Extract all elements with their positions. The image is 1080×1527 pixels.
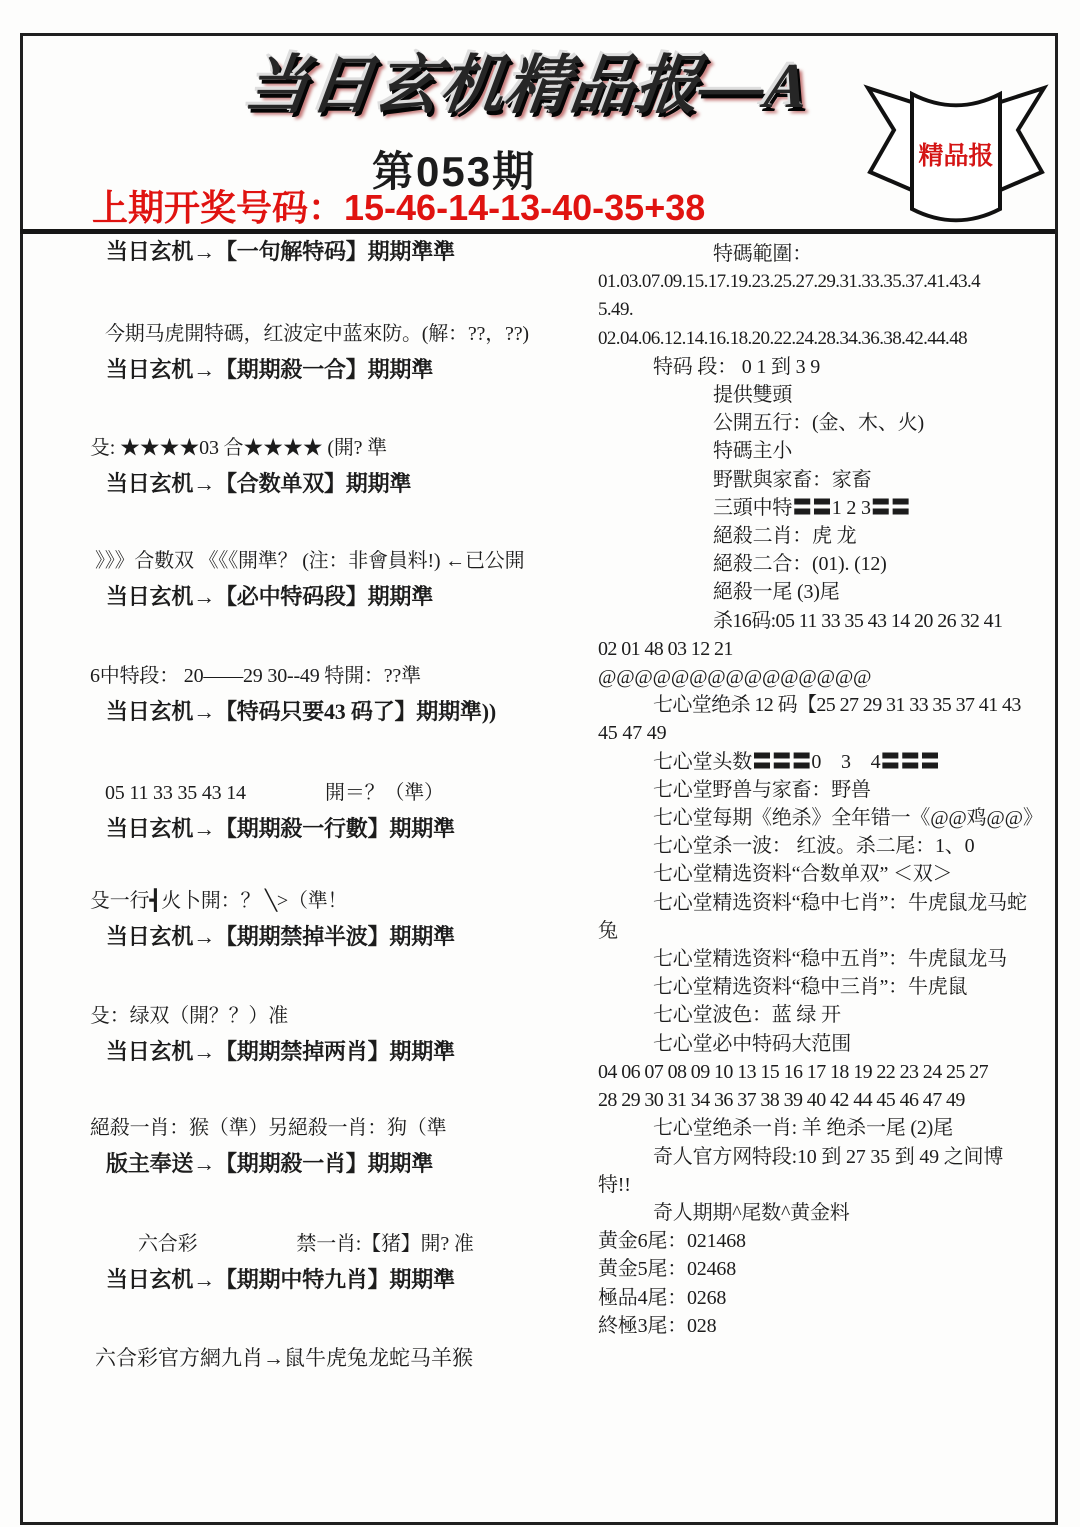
info-line: 三頭中特〓〓1 2 3〓〓 (713, 496, 911, 519)
prediction-entry (20, 1226, 605, 1298)
tip-line: 殳: ★★★★03 合★★★★ (開? 準 (90, 437, 387, 459)
tip-line: 絕殺一肖：猴（準）另絕殺一肖：狗（準 (90, 1117, 447, 1139)
info-line: 杀16码:05 11 33 35 43 14 20 26 32 41 (713, 609, 1003, 632)
prediction-entry (20, 1110, 605, 1182)
ribbon-badge-icon (856, 66, 1056, 234)
info-line: 02.04.06.12.14.16.18.20.22.24.28.34.36.38.42.44.48 (598, 327, 968, 349)
prediction-entry (20, 883, 605, 955)
info-line: 七心堂每期《绝杀》全年错一《@@鸡@@》 (653, 807, 1043, 830)
prediction-entry (20, 658, 605, 730)
prediction-entry (20, 543, 605, 615)
info-line: 兔 (598, 919, 618, 942)
entry-main-line: 当日玄机→【一句解特码】期期準準 (106, 239, 455, 264)
entry-main-line: 当日玄机→【期期殺一合】期期準 (106, 357, 434, 382)
info-line: 七心堂野兽与家畜：野兽 (653, 778, 871, 801)
tip-line: 05 11 33 35 43 14 開＝？（準） (105, 782, 444, 804)
info-line: 5.49. (598, 299, 634, 321)
info-line: 01.03.07.09.15.17.19.23.25.27.29.31.33.35.37.41.43.4 (598, 271, 981, 293)
info-line: 奇人期期^尾数^黄金料 (653, 1201, 850, 1224)
tip-line: 殳：绿双（開？？）准 (90, 1005, 288, 1027)
info-line: 黄金6尾：021468 (598, 1230, 746, 1253)
tip-line: 六合彩 禁一肖:【猪】開? 准 (138, 1233, 474, 1255)
prediction-entry (20, 998, 605, 1070)
entry-main-line: 当日玄机→【期期中特九肖】期期準 (106, 1267, 455, 1292)
info-line: 特!! (598, 1173, 631, 1196)
info-line: 七心堂波色：蓝 绿 开 (653, 1004, 841, 1027)
info-line: 特码 段： 0 1 到 3 9 (653, 355, 820, 378)
tip-line: 今期马虎開特碼，红波定中蓝來防。(解：??，??) (105, 323, 529, 345)
prediction-entry (20, 430, 605, 502)
info-line: 28 29 30 31 34 36 37 38 39 40 42 44 45 46 47 49 (598, 1089, 965, 1112)
info-line: 絕殺一尾 (3)尾 (713, 581, 840, 604)
info-line: 提供雙頭 (713, 384, 793, 407)
tip-line: 6中特段： 20——29 30--49 特開：??準 (90, 665, 421, 687)
prediction-entry (20, 316, 605, 388)
info-line: 特碼主小 (713, 440, 793, 463)
info-line: 七心堂精选资料“合数单双” ＜双＞ (653, 863, 953, 886)
info-line: @@@@@@@@@@@@@@@ (598, 666, 872, 689)
badge-label: 精品报 (918, 142, 994, 170)
info-line: 絕殺二肖：虎 龙 (713, 525, 857, 548)
info-line: 七心堂头数〓〓〓0 3 4〓〓〓 (653, 750, 940, 773)
info-line: 七心堂杀一波： 红波。杀二尾：1、0 (653, 835, 975, 858)
info-line: 七心堂精选资料“稳中三肖”：牛虎鼠 (653, 976, 968, 999)
entry-main-line: 版主奉送→【期期殺一肖】期期準 (106, 1151, 434, 1176)
entry-main-line: 当日玄机→【期期禁掉半波】期期準 (106, 924, 455, 949)
info-line: 奇人官方网特段:10 到 27 35 到 49 之间博 (653, 1145, 1004, 1168)
info-line: 野獸與家畜：家畜 (713, 468, 872, 491)
tip-line: 》》》合數双 《《《開準？ (注：非會員料!) ←已公開 (95, 550, 525, 572)
info-line: 七心堂精选资料“稳中五肖”：牛虎鼠龙马 (653, 948, 1007, 971)
entry-main-line: 当日玄机→【期期禁掉两肖】期期準 (106, 1039, 455, 1064)
right-column (598, 240, 1058, 1340)
tip-line: 殳一行┫火卜開：？ ╲>（準！ (90, 890, 348, 912)
entry-main-line: 当日玄机→【期期殺一行數】期期準 (106, 816, 455, 841)
info-line: 七心堂必中特码大范围 (653, 1032, 851, 1055)
info-line: 七心堂绝杀 12 码【25 27 29 31 33 35 37 41 43 (653, 694, 1021, 717)
info-line: 公開五行：(金、木、火) (713, 412, 924, 435)
info-line: 七心堂精选资料“稳中七肖”：牛虎鼠龙马蛇 (653, 891, 1027, 914)
info-line: 特碼範圍： (713, 243, 812, 265)
last-draw-numbers: 上期开奖号码：15-46-14-13-40-35+38 (92, 187, 706, 228)
page-title: 当日玄机精品报—A (241, 50, 814, 121)
entry-main-line: 当日玄机→【必中特码段】期期準 (106, 584, 434, 609)
info-line: 45 47 49 (598, 722, 667, 745)
info-line: 極品4尾：0268 (598, 1286, 727, 1309)
info-line: 02 01 48 03 12 21 (598, 637, 733, 660)
info-line: 04 06 07 08 09 10 13 15 16 17 18 19 22 23 24 25 27 (598, 1060, 989, 1083)
nine-xiao-line: 六合彩官方網九肖→鼠牛虎兔龙蛇马羊猴 (95, 1346, 473, 1370)
prediction-entry (20, 775, 605, 847)
info-line: 絕殺二合：(01). (12) (713, 553, 887, 576)
issue-number: 第053期 (372, 148, 537, 195)
info-line: 終極3尾：028 (598, 1314, 717, 1337)
entry-main-line: 当日玄机→【特码只要43 码了】期期準)) (106, 699, 496, 724)
info-line: 黄金5尾：02468 (598, 1258, 736, 1281)
prediction-entry (20, 234, 605, 270)
entry-main-line: 当日玄机→【合数单双】期期準 (106, 471, 412, 496)
info-line: 七心堂绝杀一肖: 羊 绝杀一尾 (2)尾 (653, 1117, 953, 1140)
